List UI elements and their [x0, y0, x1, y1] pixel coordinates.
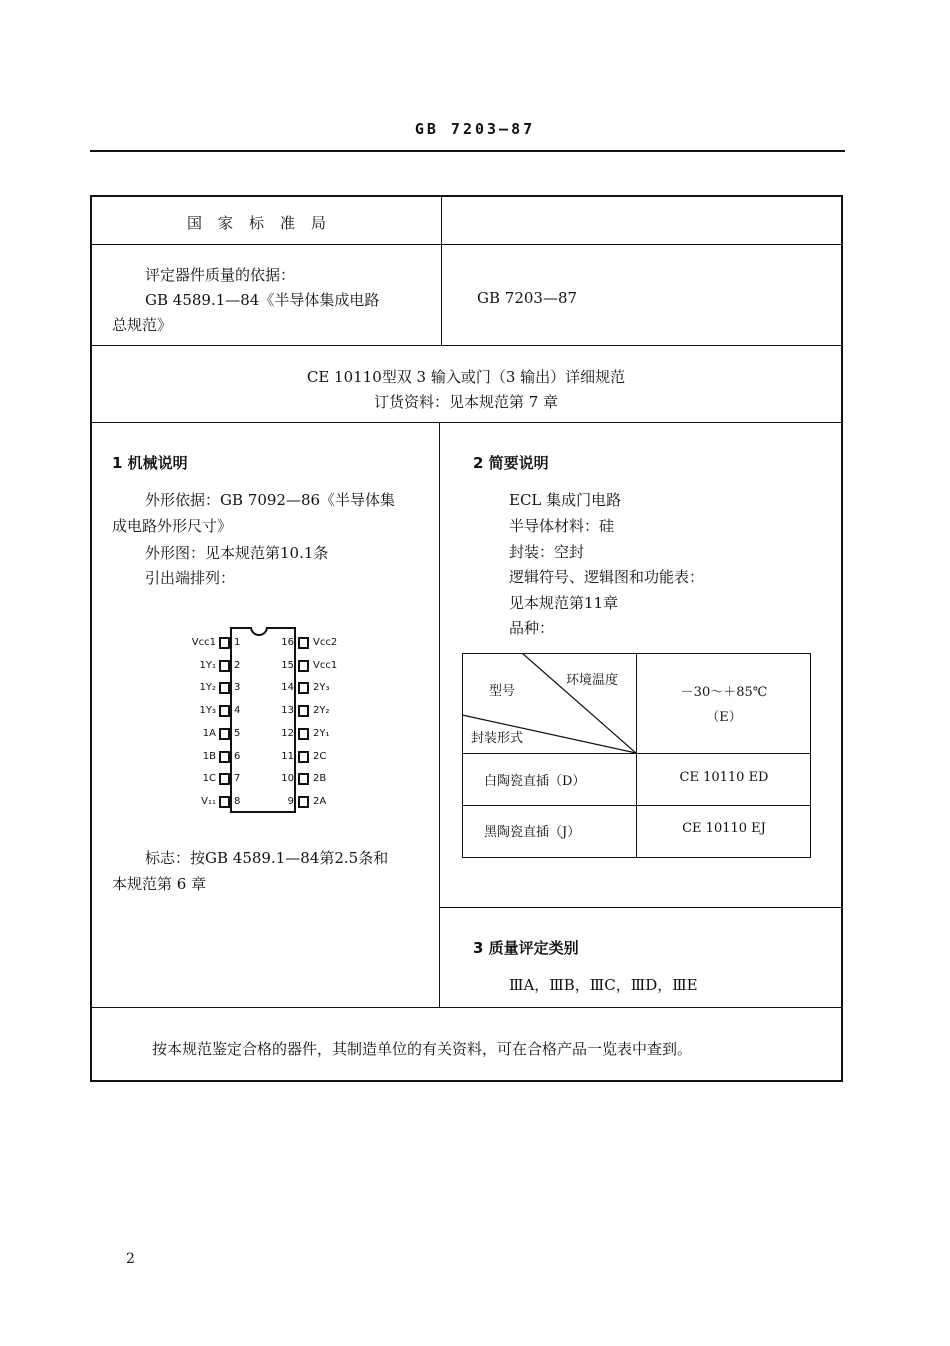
- pin-9-label: 2A: [313, 795, 327, 807]
- pin-3-number: 3: [234, 682, 241, 694]
- temperature-range: －30～＋85℃: [680, 685, 768, 700]
- pin-1-box: [219, 637, 230, 649]
- pin-4-box: [219, 705, 230, 717]
- pin-6-label: 1B: [202, 750, 216, 762]
- pin-13-box: [298, 705, 309, 717]
- section2-line4: 逻辑符号、逻辑图和功能表：: [509, 568, 705, 586]
- section1-line1: 外形依据：GB 7092—86《半导体集: [145, 491, 396, 509]
- section1-line3: 外形图：见本规范第10.1条: [145, 544, 329, 562]
- corner-model: 型号: [489, 684, 516, 699]
- pin-15-number: 15: [281, 659, 294, 671]
- quality-classes: ⅢA，ⅢB，ⅢC，ⅢD，ⅢE: [509, 976, 698, 994]
- pin-14-box: [298, 682, 309, 694]
- spec-title: CE 10110型双 3 输入或门（3 输出）详细规范: [306, 368, 626, 386]
- pin-4-label: 1Y₃: [199, 705, 216, 717]
- section1-heading: 1 机械说明: [112, 454, 188, 472]
- standard-number: GB 7203—87: [477, 289, 578, 307]
- pin-7-number: 7: [234, 773, 241, 785]
- pin-7-box: [219, 773, 230, 785]
- pin-3-box: [219, 682, 230, 694]
- row-divider-1: [90, 244, 843, 245]
- basis-line2: GB 4589.1—84《半导体集成电路: [145, 291, 380, 309]
- pin-10-box: [298, 773, 309, 785]
- pin-12-number: 12: [281, 727, 294, 739]
- pin-6-number: 6: [234, 750, 241, 762]
- chip-body: [230, 627, 296, 813]
- pin-14-number: 14: [281, 682, 294, 694]
- pin-1-number: 1: [234, 637, 241, 648]
- pin-13-label: 2Y₂: [313, 705, 330, 717]
- pin-6-box: [219, 751, 230, 763]
- middle-column-divider: [439, 422, 440, 1008]
- corner-ambient-temperature: 环境温度: [566, 673, 619, 688]
- pin-16-label: Vcc2: [313, 637, 338, 648]
- marking-line2: 本规范第 6 章: [112, 875, 207, 893]
- package-black-ceramic: 黑陶瓷直插（J）: [484, 825, 581, 840]
- pin-9-number: 9: [287, 795, 294, 807]
- package-white-ceramic: 白陶瓷直插（D）: [484, 774, 586, 789]
- variety-row-divider-2: [462, 805, 811, 806]
- top-column-divider: [441, 195, 442, 346]
- pin-5-label: 1A: [202, 727, 216, 739]
- pin-11-number: 11: [281, 750, 294, 762]
- pin-15-box: [298, 660, 309, 672]
- model-ce10110ed: CE 10110 ED: [679, 770, 769, 785]
- model-ce10110ej: CE 10110 EJ: [682, 821, 766, 836]
- corner-package-type: 封装形式: [471, 731, 524, 746]
- section3-heading: 3 质量评定类别: [473, 939, 579, 957]
- section1-line2: 成电路外形尺寸》: [112, 517, 233, 535]
- pin-11-label: 2C: [313, 750, 327, 762]
- section2-line5: 见本规范第11章: [509, 594, 619, 612]
- section2-heading: 2 简要说明: [473, 454, 549, 472]
- pin-4-number: 4: [234, 705, 241, 717]
- pin-13-number: 13: [281, 705, 294, 717]
- row-divider-4: [90, 1007, 843, 1008]
- basis-line1: 评定器件质量的依据：: [145, 266, 296, 284]
- row-divider-2: [90, 345, 843, 346]
- pin-7-label: 1C: [202, 773, 216, 785]
- pin-2-label: 1Y₁: [199, 659, 216, 671]
- row-divider-3: [90, 422, 843, 423]
- header-rule: [90, 150, 845, 152]
- pin-11-box: [298, 751, 309, 763]
- pin-12-label: 2Y₁: [313, 727, 330, 739]
- pin-1-label: Vcc1: [191, 637, 216, 648]
- ordering-info: 订货资料：见本规范第 7 章: [373, 393, 559, 411]
- pin-5-box: [219, 728, 230, 740]
- pin-16-number: 16: [281, 637, 294, 648]
- pin-15-label: Vcc1: [313, 659, 338, 671]
- marking-line1: 标志：按GB 4589.1—84第2.5条和: [145, 849, 389, 867]
- pin-8-box: [219, 796, 230, 808]
- pin-5-number: 5: [234, 727, 241, 739]
- pin-8-label: V₁₁: [201, 795, 216, 807]
- section3-divider: [439, 907, 843, 908]
- basis-line3: 总规范》: [112, 316, 173, 334]
- pin-12-box: [298, 728, 309, 740]
- authority-name: 国家标准局: [187, 214, 343, 232]
- pin-8-number: 8: [234, 795, 241, 807]
- section2-line2: 半导体材料：硅: [509, 517, 615, 535]
- pin-3-label: 1Y₂: [199, 682, 216, 694]
- pin-10-number: 10: [281, 773, 294, 785]
- document-code-header: GB 7203—87: [414, 120, 536, 138]
- footer-note: 按本规范鉴定合格的器件，其制造单位的有关资料，可在合格产品一览表中查到。: [152, 1040, 693, 1058]
- temperature-code: （E）: [706, 710, 742, 725]
- section1-line4: 引出端排列：: [145, 569, 236, 587]
- pin-10-label: 2B: [313, 773, 327, 785]
- section2-line3: 封装：空封: [509, 543, 585, 561]
- section2-line6: 品种：: [509, 619, 555, 637]
- pin-2-box: [219, 660, 230, 672]
- pin-9-box: [298, 796, 309, 808]
- pin-16-box: [298, 637, 309, 649]
- page-number: 2: [126, 1251, 135, 1267]
- pin-2-number: 2: [234, 659, 241, 671]
- pin-14-label: 2Y₃: [313, 682, 330, 694]
- section2-line1: ECL 集成门电路: [509, 491, 622, 509]
